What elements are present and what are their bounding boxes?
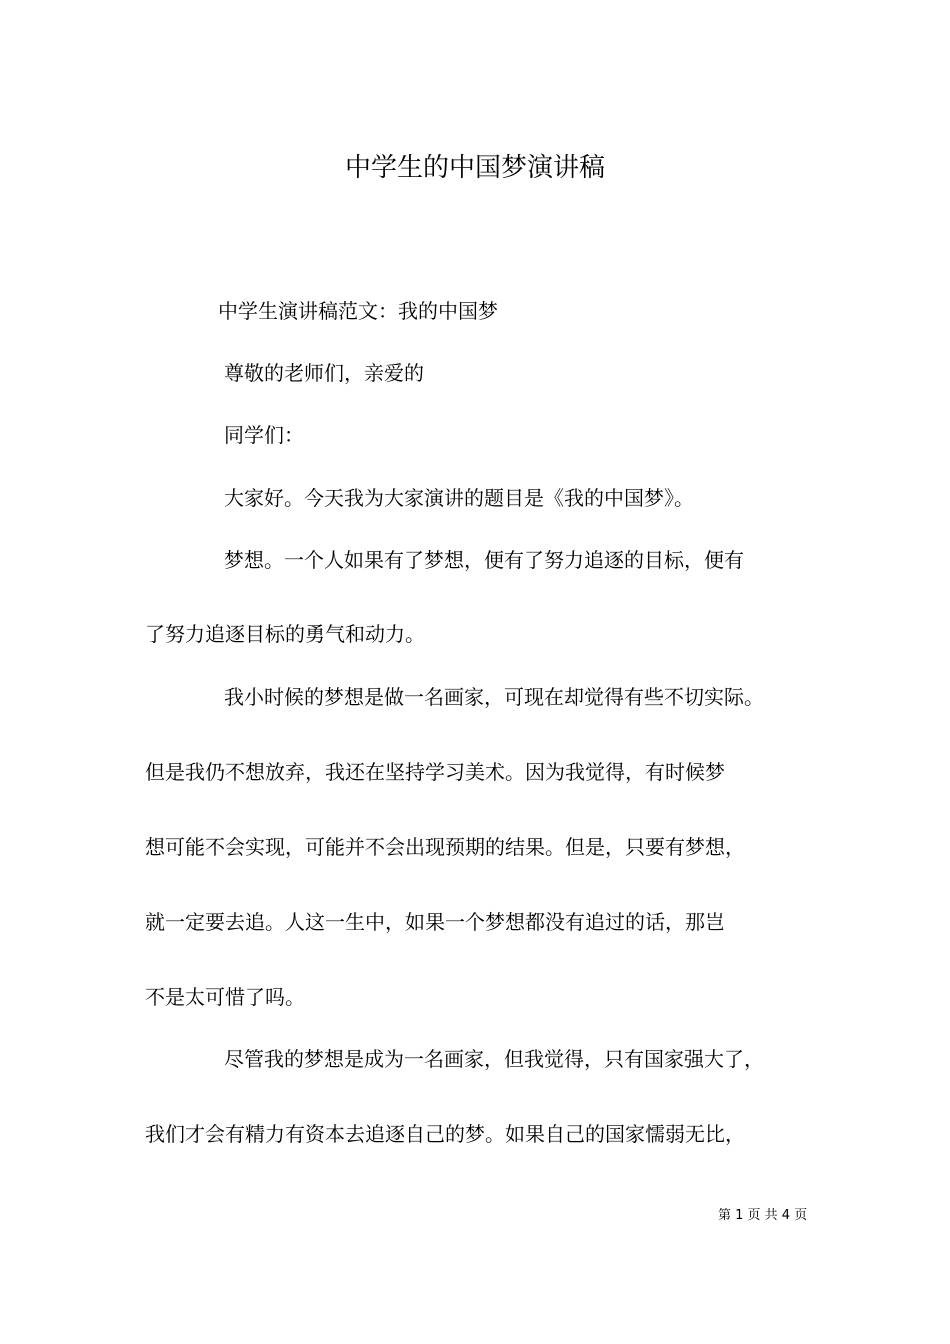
subtitle-line: 中学生演讲稿范文：我的中国梦 bbox=[218, 299, 498, 323]
paragraph-line: 我们才会有精力有资本去追逐自己的梦。如果自己的国家懦弱无比， bbox=[145, 1122, 745, 1146]
paragraph-line: 了努力追逐目标的勇气和动力。 bbox=[145, 622, 425, 646]
paragraph-line: 大家好。今天我为大家演讲的题目是《我的中国梦》。 bbox=[224, 486, 694, 510]
page-number: 第 1 页 共 4 页 bbox=[718, 1208, 808, 1223]
paragraph-line: 不是太可惜了吗。 bbox=[145, 985, 305, 1009]
greeting-line: 尊敬的老师们，亲爱的 bbox=[224, 361, 424, 385]
document-title: 中学生的中国梦演讲稿 bbox=[344, 153, 605, 184]
paragraph-line: 想可能不会实现，可能并不会出现预期的结果。但是，只要有梦想， bbox=[145, 835, 745, 859]
paragraph-line: 就一定要去追。人这一生中，如果一个梦想都没有追过的话，那岂 bbox=[145, 910, 725, 934]
paragraph-line: 尽管我的梦想是成为一名画家，但我觉得，只有国家强大了， bbox=[224, 1047, 764, 1071]
greeting-line: 同学们： bbox=[224, 423, 304, 447]
paragraph-line: 我小时候的梦想是做一名画家，可现在却觉得有些不切实际。 bbox=[224, 685, 764, 709]
paragraph-line: 梦想。一个人如果有了梦想，便有了努力追逐的目标，便有 bbox=[224, 548, 744, 572]
paragraph-line: 但是我仍不想放弃，我还在坚持学习美术。因为我觉得，有时候梦 bbox=[145, 760, 725, 784]
